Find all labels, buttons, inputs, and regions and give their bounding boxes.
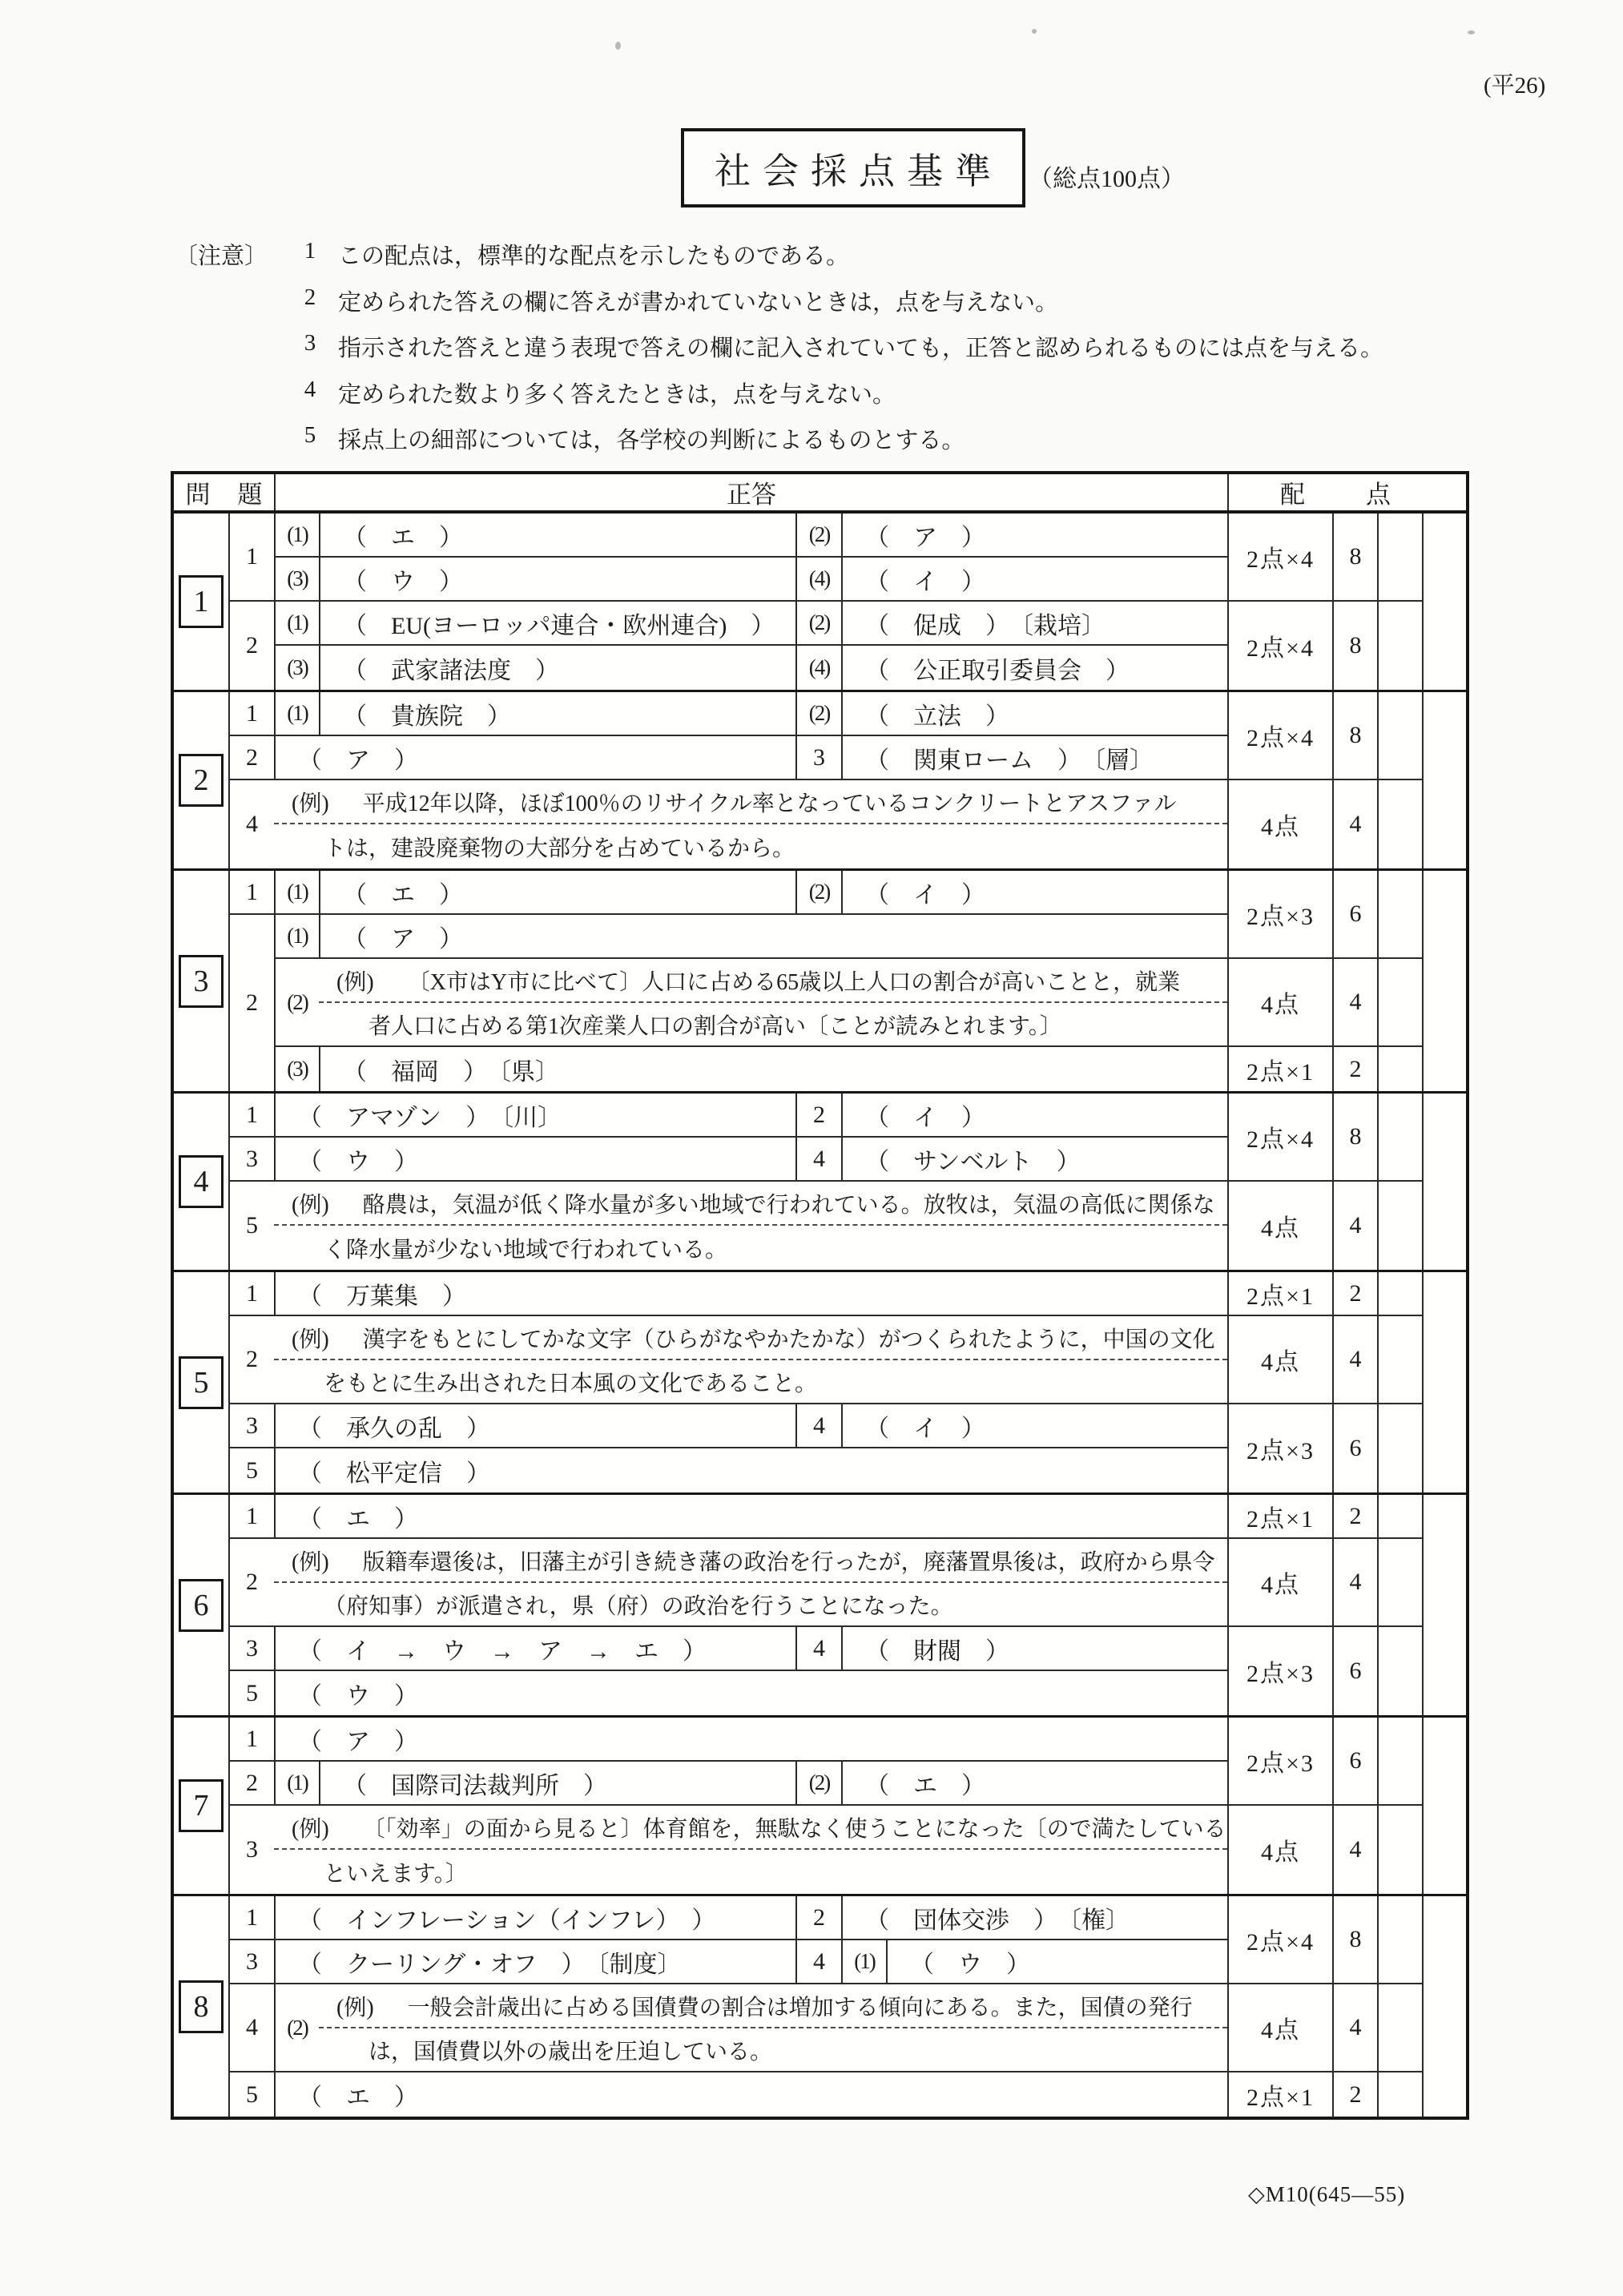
answer-cell: （ ア ） [274,736,795,780]
example-line1 [274,780,1227,824]
header-label-ten: 点 [1366,481,1391,509]
example-marker: (例) [292,1549,329,1575]
score-empty-cell [1377,602,1422,690]
right-margin-cell [1422,514,1466,690]
answer-cell: （ 関東ローム ） 〔層〕 [841,736,1227,780]
answer-cell: （ ウ ） [319,558,795,602]
question-block [174,871,1466,1094]
example-answer-cell [274,1539,1227,1627]
score-allocation-cell: 2点×4 [1227,1896,1332,1984]
sub-number-cell: 1 [228,1094,274,1138]
question-number-box: 1 [179,575,224,628]
example-line2: トは，建設廃棄物の大部分を占めているから。 [324,836,795,861]
right-margin-cell [1422,871,1466,1091]
score-empty-cell [1377,1272,1422,1316]
answer-cell: （ ア ） [274,1718,1227,1762]
example-answer-cell [274,1182,1227,1270]
score-empty-cell [1377,1182,1422,1270]
sub-number-cell: 1 [228,871,274,915]
notice-item-number: 3 [304,330,316,356]
answer-cell: （ ウ ） [274,1138,795,1182]
example-marker: (例) [292,1327,329,1352]
answer-cell: （ ア ） [319,915,1227,959]
example-answer-cell [274,1806,1227,1894]
sub-number-cell: 3 [795,736,841,780]
notice-item-text: 採点上の細部については，各学校の判断によるものとする。 [338,428,965,453]
question-block [174,1272,1466,1495]
score-subtotal-cell: 4 [1332,1182,1377,1270]
answer-cell: （ エ ） [319,871,795,915]
table-header [174,474,1466,514]
item-number-cell: (4) [795,646,841,690]
score-subtotal-cell: 8 [1332,514,1377,602]
score-empty-cell [1377,1806,1422,1894]
right-margin-cell [1422,1495,1466,1715]
sub-number-cell: 4 [228,1984,274,2072]
score-empty-cell [1377,2072,1422,2117]
score-allocation-cell: 2点×3 [1227,1627,1332,1715]
score-empty-cell [1377,1896,1422,1984]
example-line1 [274,1316,1227,1360]
example-line1-text: 〔X市はY市に比べて〕人口に占める65歳以上人口の割合が高いことと，就業 [407,969,1181,995]
item-number-cell: (1) [274,692,319,736]
score-subtotal-cell: 8 [1332,602,1377,690]
item-number-cell: (4) [795,558,841,602]
example-marker: (例) [292,1816,329,1842]
score-subtotal-cell: 6 [1332,1627,1377,1715]
item-number-cell: (1) [274,602,319,646]
question-block [174,692,1466,871]
sub-number-cell: 2 [228,1539,274,1627]
score-empty-cell [1377,1539,1422,1627]
answer-cell: （ 福岡 ） 〔県〕 [319,1047,1227,1091]
notice-item [175,284,1383,331]
scoring-table [171,471,1469,2120]
sub-number-cell: 2 [795,1896,841,1940]
sub-number-cell: 1 [228,1718,274,1762]
score-empty-cell [1377,692,1422,780]
question-number-box: 6 [179,1579,224,1632]
answer-cell: （ EU(ヨーロッパ連合・欧州連合) ） [319,602,795,646]
answer-cell: （ エ ） [274,1495,1227,1539]
question-block [174,1718,1466,1896]
answer-cell: （ ウ ） [886,1940,1227,1984]
score-allocation-cell: 2点×4 [1227,692,1332,780]
example-line1-text: 酪農は，気温が低く降水量が多い地域で行われている。放牧は，気温の高低に関係な [362,1192,1215,1218]
score-subtotal-cell: 2 [1332,1047,1377,1091]
score-allocation-cell: 4点 [1227,1539,1332,1627]
example-line1-text: 〔「効率」の面から見ると〕体育館を，無駄なく使うことになった〔ので満たしている [362,1816,1226,1842]
score-subtotal-cell: 8 [1332,692,1377,780]
item-number-cell: (2) [274,1984,319,2072]
example-line1-text: 平成12年以降，ほぼ100％のリサイクル率となっているコンクリートとアスファル [362,791,1177,816]
sub-number-cell: 5 [228,1182,274,1270]
notice-item-text: 定められた数より多く答えたときは，点を与えない。 [338,381,896,408]
answer-cell: （ 国際司法裁判所 ） [319,1762,795,1806]
example-line2: 者人口に占める第1次産業人口の割合が高い〔ことが読みとれます。〕 [368,1013,1062,1039]
score-subtotal-cell: 4 [1332,1806,1377,1894]
score-subtotal-cell: 4 [1332,1984,1377,2072]
score-empty-cell [1377,780,1422,868]
score-empty-cell [1377,1627,1422,1715]
item-number-cell: (1) [274,871,319,915]
answer-cell: （ 万葉集 ） [274,1272,1227,1316]
sub-number-cell: 1 [228,1272,274,1316]
item-number-cell: (2) [795,602,841,646]
question-block [174,1896,1466,2117]
question-number-box: 3 [179,955,224,1008]
example-marker: (例) [292,1192,329,1218]
example-line1 [274,1539,1227,1583]
right-margin-cell [1422,692,1466,868]
total-points-label: （総点100点） [1029,166,1185,192]
score-empty-cell [1377,1316,1422,1404]
example-answer-cell [319,959,1227,1047]
answer-cell: （ イ ） [841,1404,1227,1448]
question-number-box: 7 [179,1779,224,1832]
answer-cell: （ クーリング・オフ ） 〔制度〕 [274,1940,795,1984]
score-subtotal-cell: 6 [1332,1404,1377,1492]
answer-cell: （ アマゾン ） 〔川〕 [274,1094,795,1138]
header-label-mon: 問 [185,481,211,509]
notice-section [175,238,1383,469]
question-block [174,1495,1466,1718]
header-points-col [1227,474,1466,510]
sub-number-cell: 2 [795,1094,841,1138]
notice-item [175,330,1383,377]
score-allocation-cell: 2点×1 [1227,1047,1332,1091]
answer-cell: （ 団体交渉 ） 〔権〕 [841,1896,1227,1940]
right-margin-cell [1422,1896,1466,2117]
score-empty-cell [1377,959,1422,1047]
sub-number-cell: 3 [228,1627,274,1671]
item-number-cell: (1) [274,514,319,558]
score-subtotal-cell: 4 [1332,1316,1377,1404]
item-number-cell: (3) [274,646,319,690]
sub-number-cell: 4 [795,1940,841,1984]
score-empty-cell [1377,1718,1422,1806]
answer-cell: （ 公正取引委員会 ） [841,646,1227,690]
answer-cell: （ エ ） [274,2072,1227,2117]
score-allocation-cell: 4点 [1227,780,1332,868]
footer-print-code: ◇M10(645—55) [1248,2182,1406,2206]
example-line1 [274,1806,1227,1850]
answer-cell: （ ウ ） [274,1671,1227,1715]
score-allocation-cell: 2点×3 [1227,1404,1332,1492]
example-marker: (例) [336,969,374,995]
question-number-box: 8 [179,1980,224,2033]
sub-number-cell: 2 [228,915,274,1091]
score-allocation-cell: 2点×3 [1227,871,1332,959]
score-allocation-cell: 2点×4 [1227,514,1332,602]
score-subtotal-cell: 2 [1332,2072,1377,2117]
sub-number-cell: 2 [228,1762,274,1806]
scan-speck [1468,30,1475,34]
score-empty-cell [1377,514,1422,602]
question-number-cell [174,692,228,868]
answer-cell: （ イ → ウ → ア → エ ） [274,1627,795,1671]
example-line1 [319,1984,1227,2028]
score-subtotal-cell: 2 [1332,1272,1377,1316]
answer-cell: （ 承久の乱 ） [274,1404,795,1448]
answer-cell: （ エ ） [841,1762,1227,1806]
example-answer-cell [274,780,1227,868]
question-number-cell [174,1495,228,1715]
item-number-cell: (2) [795,692,841,736]
header-label-tou: 答 [751,481,776,509]
score-allocation-cell: 2点×1 [1227,1495,1332,1539]
answer-cell: （ 武家諸法度 ） [319,646,795,690]
score-allocation-cell: 4点 [1227,959,1332,1047]
right-margin-cell [1422,1094,1466,1270]
sub-number-cell: 5 [228,1448,274,1492]
score-empty-cell [1377,1404,1422,1492]
answer-cell: （ 松平定信 ） [274,1448,1227,1492]
example-line1-text: 漢字をもとにしてかな文字（ひらがなやかたかな）がつくられたように，中国の文化 [362,1327,1215,1352]
answer-cell: （ イ ） [841,558,1227,602]
score-subtotal-cell: 8 [1332,1094,1377,1182]
answer-cell: （ 立法 ） [841,692,1227,736]
notice-item-text: この配点は，標準的な配点を示したものである。 [338,244,850,269]
example-answer-cell [274,1316,1227,1404]
sub-number-cell: 1 [228,1896,274,1940]
answer-cell: （ サンベルト ） [841,1138,1227,1182]
header-question-col [174,474,274,510]
score-empty-cell [1377,1984,1422,2072]
example-marker: (例) [336,1995,374,2020]
question-number-cell [174,1094,228,1270]
question-number-cell [174,871,228,1091]
era-corner-note: (平26) [1484,73,1546,99]
scan-speck [615,42,621,50]
score-allocation-cell: 2点×1 [1227,1272,1332,1316]
question-number-cell [174,1272,228,1492]
item-number-cell: (2) [795,1762,841,1806]
notice-item-number: 4 [304,376,316,402]
example-marker: (例) [292,791,329,816]
answer-cell: （ 財閥 ） [841,1627,1227,1671]
item-number-cell: (2) [795,514,841,558]
score-subtotal-cell: 8 [1332,1896,1377,1984]
example-answer-cell [319,1984,1227,2072]
page-title: 社会採点基準 [715,151,1004,191]
score-empty-cell [1377,871,1422,959]
item-number-cell: (1) [274,1762,319,1806]
example-line2: といえます。〕 [324,1861,468,1887]
sub-number-cell: 4 [795,1404,841,1448]
score-allocation-cell: 4点 [1227,1984,1332,2072]
score-empty-cell [1377,1094,1422,1182]
example-line1 [274,1182,1227,1226]
sub-number-cell: 2 [228,602,274,690]
right-margin-cell [1422,1272,1466,1492]
score-subtotal-cell: 4 [1332,1539,1377,1627]
example-line2: （府知事）が派遣され，県（府）の政治を行うことになった。 [324,1593,953,1619]
question-number-box: 2 [179,754,224,807]
question-block [174,514,1466,692]
score-subtotal-cell: 6 [1332,1718,1377,1806]
notice-item-number: 5 [304,422,316,448]
question-number-cell [174,1718,228,1894]
item-number-cell: (2) [274,959,319,1047]
score-empty-cell [1377,1495,1422,1539]
sub-number-cell: 2 [228,1316,274,1404]
notice-item-text: 指示された答えと違う表現で答えの欄に記入されていても，正答と認められるものには点を与える。 [338,336,1384,361]
score-subtotal-cell: 4 [1332,959,1377,1047]
header-label-hai: 配 [1280,481,1305,509]
right-margin-cell [1422,1718,1466,1894]
example-line2: く降水量が少ない地域で行われている。 [324,1237,728,1263]
sub-number-cell: 4 [795,1627,841,1671]
score-allocation-cell: 2点×1 [1227,2072,1332,2117]
notice-label: 〔注意〕 [175,244,268,269]
sub-number-cell: 2 [228,736,274,780]
example-line1 [319,959,1227,1003]
example-line2: をもとに生み出された日本風の文化であること。 [324,1371,818,1396]
sub-number-cell: 3 [228,1138,274,1182]
score-allocation-cell: 2点×4 [1227,1094,1332,1182]
notice-item-number: 1 [304,238,316,264]
header-label-dai: 題 [237,481,263,509]
notice-item [175,238,1383,284]
notice-item-number: 2 [304,284,316,310]
header-label-sei: 正 [727,481,751,509]
scan-speck [1032,29,1037,34]
sub-number-cell: 4 [228,780,274,868]
item-number-cell: (1) [841,1940,886,1984]
sub-number-cell: 5 [228,1671,274,1715]
score-empty-cell [1377,1047,1422,1091]
question-block [174,1094,1466,1272]
item-number-cell: (1) [274,915,319,959]
example-line2: は，国債費以外の歳出を圧迫している。 [368,2039,773,2064]
item-number-cell: (3) [274,558,319,602]
question-number-box: 4 [179,1155,224,1208]
answer-cell: （ ア ） [841,514,1227,558]
sub-number-cell: 1 [228,1495,274,1539]
score-subtotal-cell: 4 [1332,780,1377,868]
title-box [681,128,1025,207]
score-allocation-cell: 4点 [1227,1182,1332,1270]
example-line1-text: 一般会計歳出に占める国債費の割合は増加する傾向にある。また，国債の発行 [407,1995,1193,2020]
question-number-cell [174,1896,228,2117]
answer-cell: （ インフレーション（インフレ） ） [274,1896,795,1940]
sub-number-cell: 3 [228,1806,274,1894]
answer-cell: （ イ ） [841,1094,1227,1138]
score-allocation-cell: 4点 [1227,1806,1332,1894]
notice-item [175,422,1383,469]
score-allocation-cell: 2点×4 [1227,602,1332,690]
item-number-cell: (2) [795,871,841,915]
score-allocation-cell: 4点 [1227,1316,1332,1404]
score-subtotal-cell: 6 [1332,871,1377,959]
item-number-cell: (3) [274,1047,319,1091]
answer-cell: （ エ ） [319,514,795,558]
sub-number-cell: 5 [228,2072,274,2117]
score-subtotal-cell: 2 [1332,1495,1377,1539]
sub-number-cell: 4 [795,1138,841,1182]
notice-item [175,377,1383,423]
sub-number-cell: 1 [228,514,274,602]
answer-cell: （ 貴族院 ） [319,692,795,736]
notice-item-text: 定められた答えの欄に答えが書かれていないときは，点を与えない。 [338,289,1059,316]
example-line1-text: 版籍奉還後は，旧藩主が引き続き藩の政治を行ったが，廃藩置県後は，政府から県令 [362,1549,1215,1575]
sub-number-cell: 3 [228,1404,274,1448]
sub-number-cell: 3 [228,1940,274,1984]
question-number-box: 5 [179,1356,224,1409]
question-number-cell [174,514,228,690]
score-allocation-cell: 2点×3 [1227,1718,1332,1806]
sub-number-cell: 1 [228,692,274,736]
header-correct-answer-col [274,474,1227,510]
answer-cell: （ イ ） [841,871,1227,915]
answer-cell: （ 促成 ） 〔栽培〕 [841,602,1227,646]
